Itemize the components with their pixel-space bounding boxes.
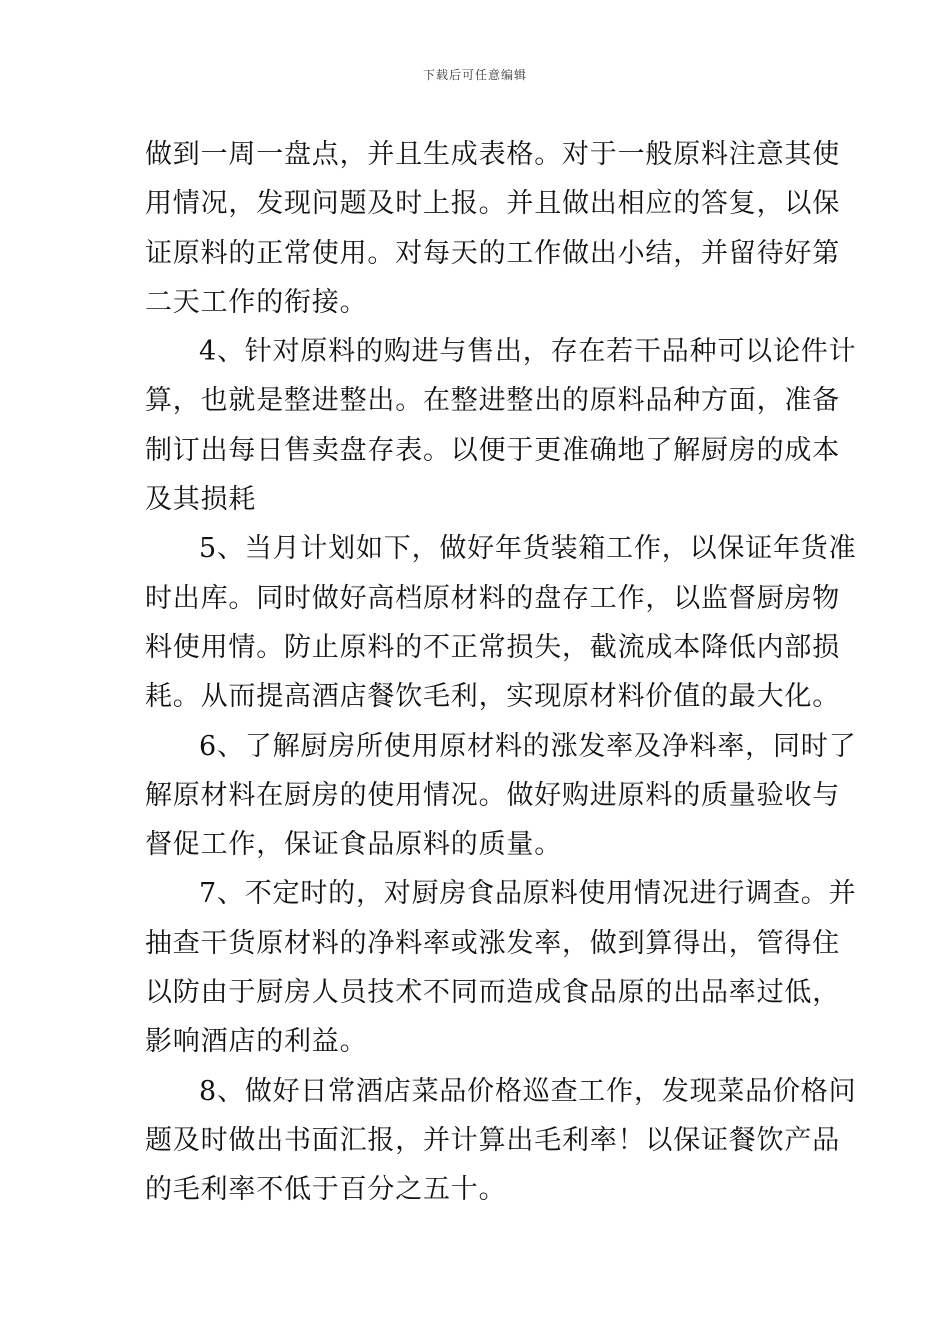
text-line: 算，也就是整进整出。在整进整出的原料品种方面，准备 bbox=[145, 385, 840, 417]
paragraph-5-first-line: 5、当月计划如下，做好年货装箱工作，以保证年货准 bbox=[199, 533, 857, 565]
text-line: 耗。从而提高酒店餐饮毛利，实现原材料价值的最大化。 bbox=[145, 681, 840, 713]
text-line: 时出库。同时做好高档原材料的盘存工作，以监督厨房物 bbox=[145, 582, 840, 614]
page-header: 下载后可任意编辑 bbox=[422, 68, 527, 82]
text-line: 料使用情。防止原料的不正常损失，截流成本降低内部损 bbox=[145, 631, 840, 663]
text-line: 题及时做出书面汇报，并计算出毛利率！以保证餐饮产品 bbox=[145, 1124, 840, 1156]
text-line: 及其损耗 bbox=[145, 484, 257, 516]
text-line: 二天工作的衔接。 bbox=[145, 286, 368, 318]
text-line: 影响酒店的利益。 bbox=[145, 1026, 368, 1058]
text-line: 制订出每日售卖盘存表。以便于更准确地了解厨房的成本 bbox=[145, 434, 840, 466]
document-body bbox=[145, 130, 857, 1215]
text-line: 证原料的正常使用。对每天的工作做出小结，并留待好第 bbox=[145, 237, 840, 269]
text-line: 督促工作，保证食品原料的质量。 bbox=[145, 829, 562, 861]
paragraph-6-first-line: 6、了解厨房所使用原材料的涨发率及净料率，同时了 bbox=[199, 730, 857, 762]
text-line: 做到一周一盘点，并且生成表格。对于一般原料注意其使 bbox=[145, 139, 840, 170]
paragraph-7-first-line: 7、不定时的，对厨房食品原料使用情况进行调查。并 bbox=[199, 878, 857, 910]
paragraph-4-first-line: 4、针对原料的购进与售出，存在若干品种可以论件计 bbox=[199, 336, 857, 368]
paragraph-8-first-line: 8、做好日常酒店菜品价格巡查工作，发现菜品价格问 bbox=[199, 1075, 857, 1107]
text-line: 用情况，发现问题及时上报。并且做出相应的答复，以保 bbox=[145, 188, 840, 220]
text-line: 抽查干货原材料的净料率或涨发率，做到算得出，管得住 bbox=[145, 927, 840, 959]
text-line: 的毛利率不低于百分之五十。 bbox=[145, 1174, 507, 1206]
text-line: 以防由于厨房人员技术不同而造成食品原的出品率过低， bbox=[145, 977, 840, 1009]
text-line: 解原材料在厨房的使用情况。做好购进原料的质量验收与 bbox=[145, 779, 840, 811]
